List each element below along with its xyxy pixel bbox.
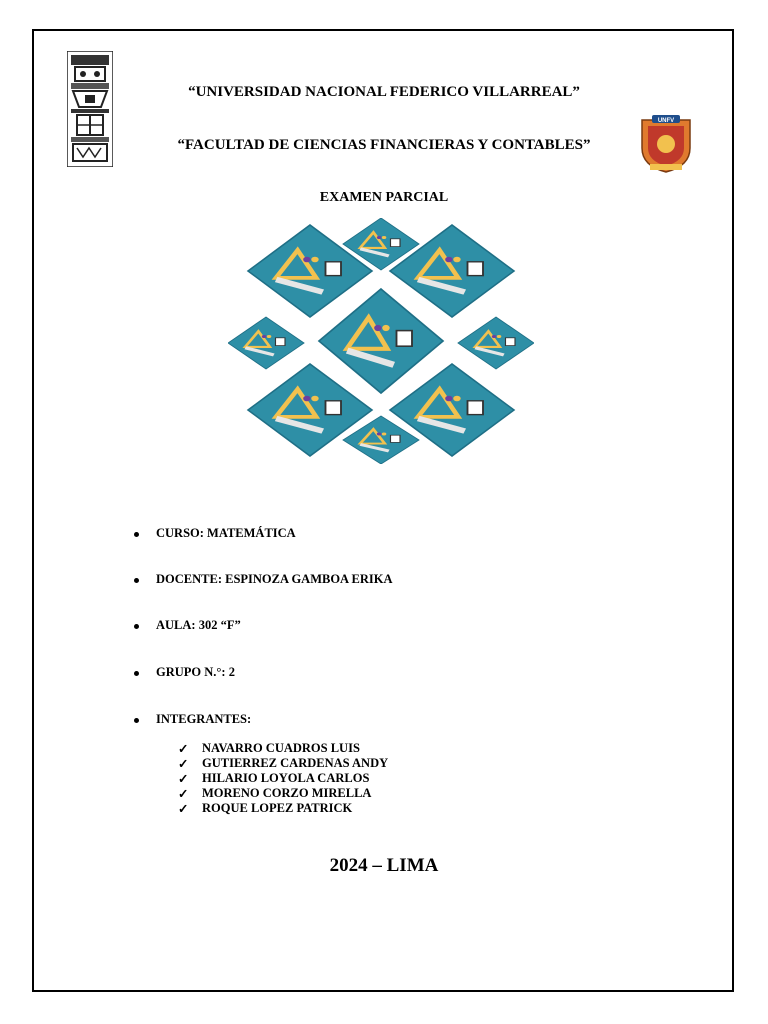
course-text: CURSO: MATEMÁTICA bbox=[156, 526, 296, 540]
member-name: HILARIO LOYOLA CARLOS bbox=[202, 771, 370, 785]
collage-tile bbox=[319, 289, 443, 393]
checkmark-icon: ✓ bbox=[178, 787, 189, 801]
collage-tile bbox=[458, 317, 534, 369]
teacher-text: DOCENTE: ESPINOZA GAMBOA ERIKA bbox=[156, 572, 393, 586]
member-name: MORENO CORZO MIRELLA bbox=[202, 786, 372, 800]
collage-tile bbox=[228, 317, 304, 369]
checkmark-icon: ✓ bbox=[178, 757, 189, 771]
math-diamond-collage bbox=[228, 218, 534, 464]
checkmark-icon: ✓ bbox=[178, 802, 189, 816]
bullet-dot-icon bbox=[134, 578, 139, 583]
university-title: “UNIVERSIDAD NACIONAL FEDERICO VILLARREAL” bbox=[188, 84, 580, 100]
bullet-dot-icon bbox=[134, 624, 139, 629]
group-text: GRUPO N.°: 2 bbox=[156, 665, 235, 679]
crest-label: UNFV bbox=[657, 118, 675, 124]
classroom-text: AULA: 302 “F” bbox=[156, 618, 241, 632]
bullet-dot-icon bbox=[134, 718, 139, 723]
bullet-dot-icon bbox=[134, 532, 139, 537]
year-city-footer: 2024 – LIMA bbox=[329, 855, 439, 876]
bullet-dot-icon bbox=[134, 671, 139, 676]
exam-title: EXAMEN PARCIAL bbox=[319, 190, 449, 205]
checkmark-icon: ✓ bbox=[178, 772, 189, 786]
member-name: ROQUE LOPEZ PATRICK bbox=[202, 801, 353, 815]
member-name: GUTIERREZ CARDENAS ANDY bbox=[202, 756, 389, 770]
checkmark-icon: ✓ bbox=[178, 742, 189, 756]
page-border bbox=[32, 29, 734, 992]
members-label-text: INTEGRANTES: bbox=[156, 712, 252, 726]
member-name: NAVARRO CUADROS LUIS bbox=[202, 741, 360, 755]
faculty-title: “FACULTAD DE CIENCIAS FINANCIERAS Y CONTABLES” bbox=[177, 137, 591, 153]
